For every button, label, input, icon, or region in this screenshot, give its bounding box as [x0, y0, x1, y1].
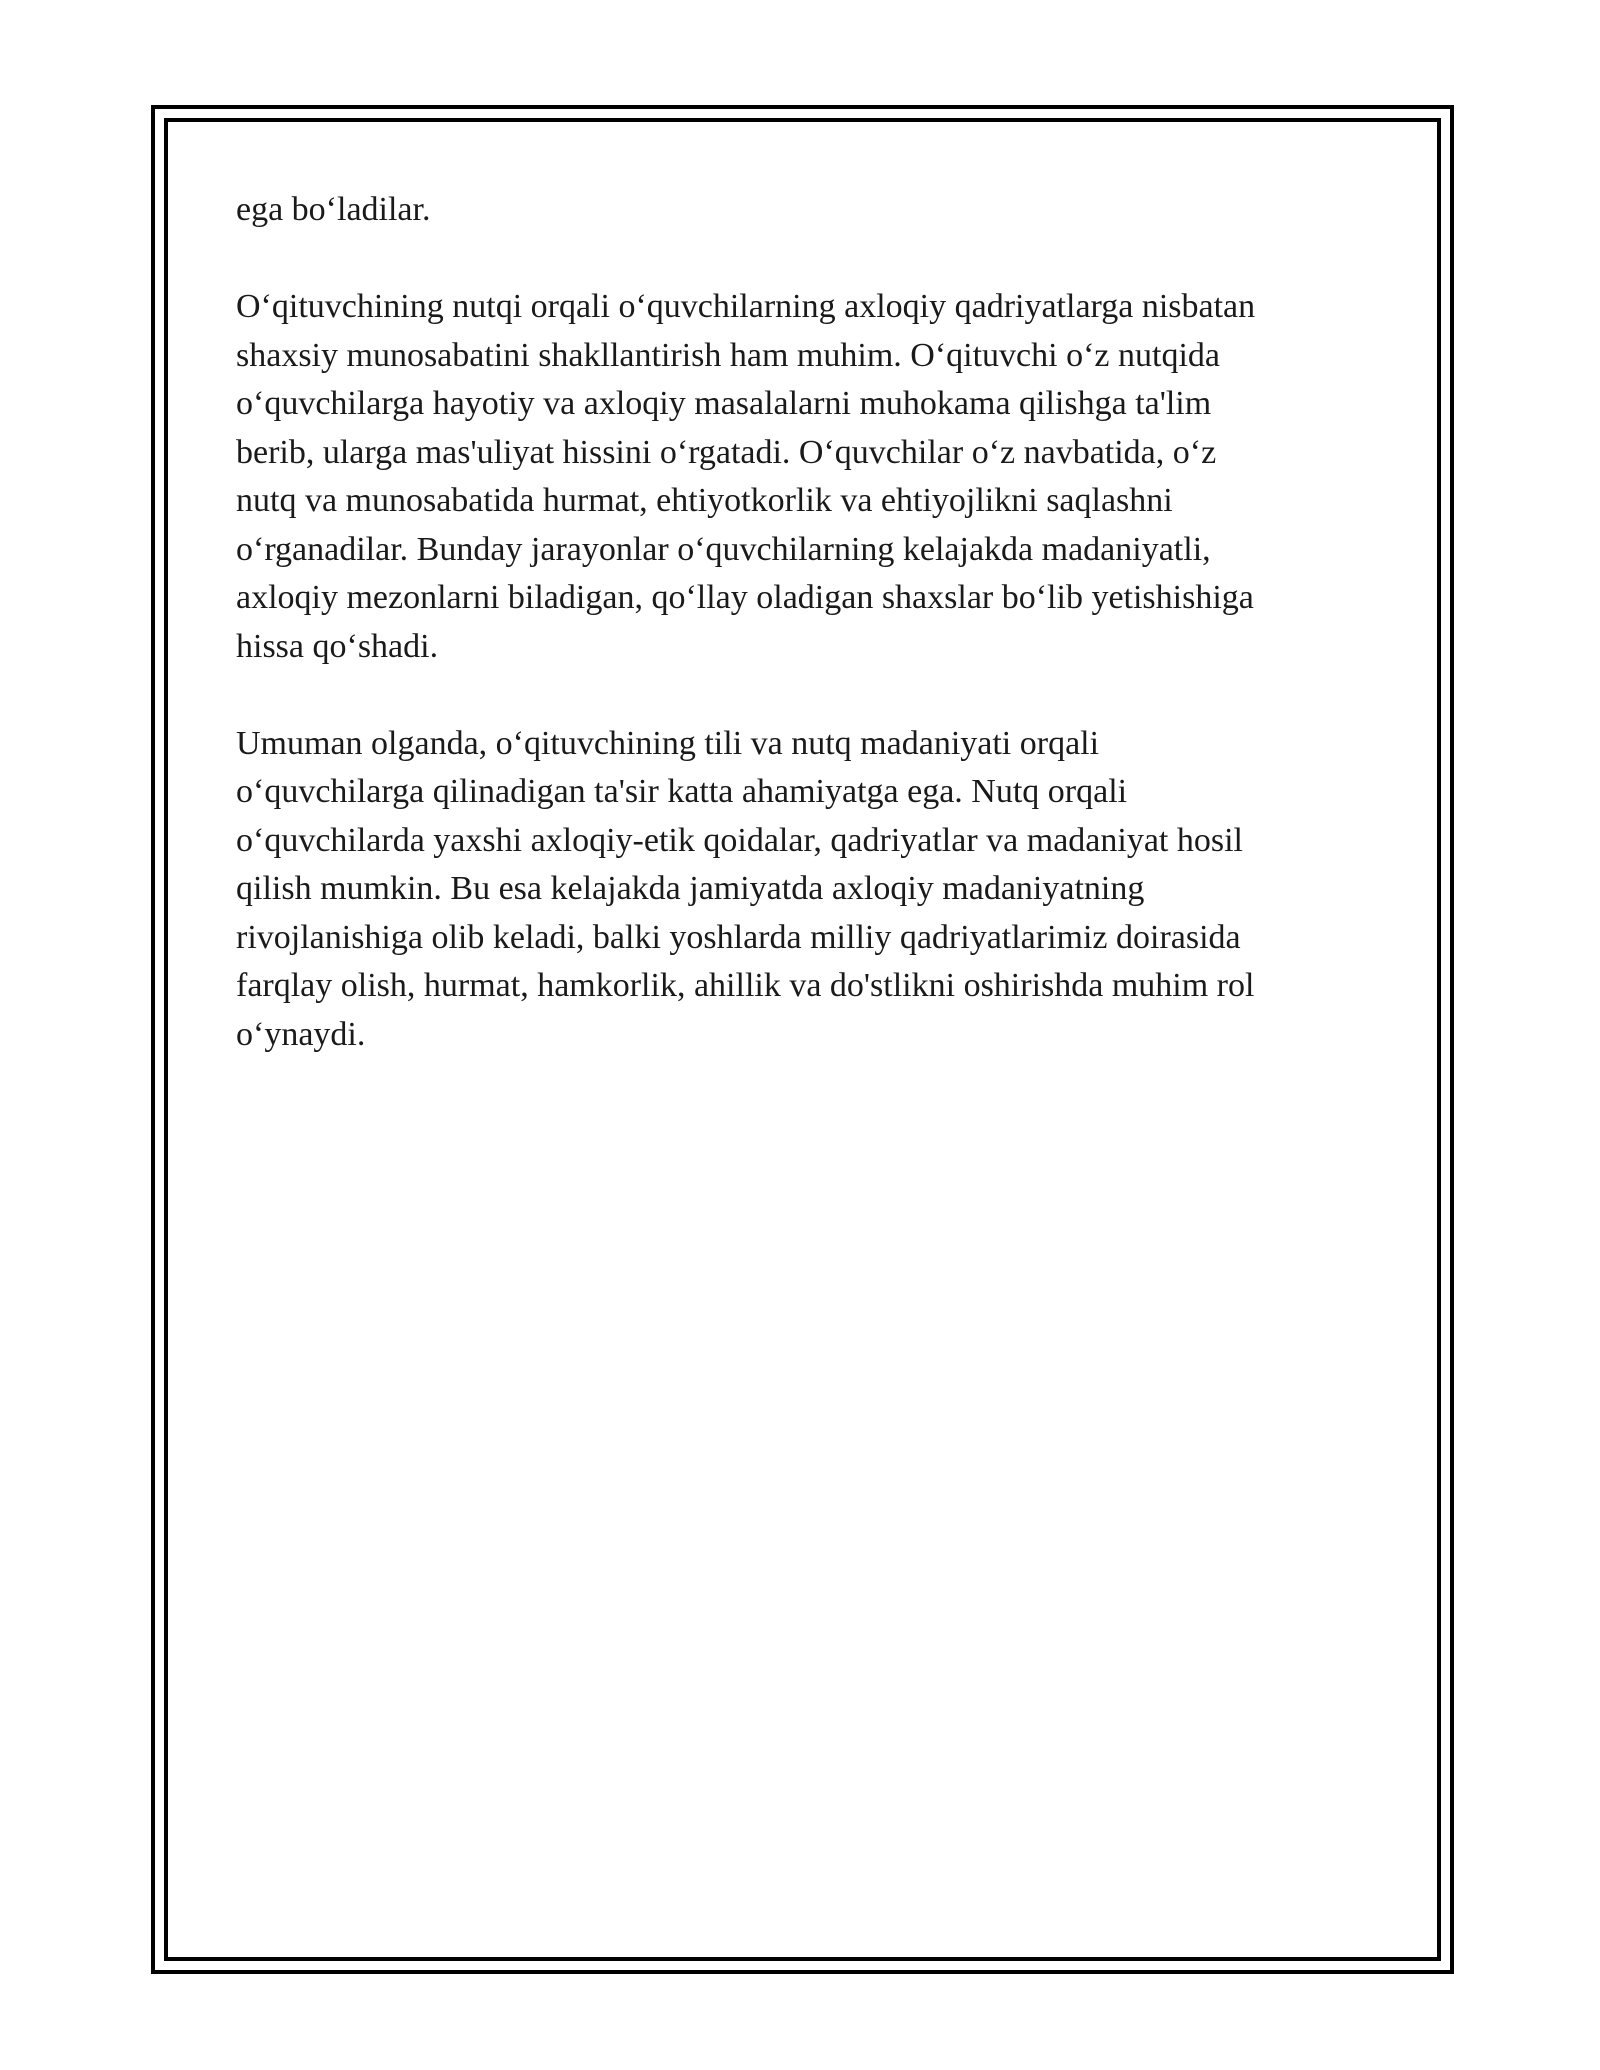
paragraph-continuation: ega bo‘ladilar.: [236, 191, 431, 228]
paragraph-conclusion: Umuman olganda, o‘qituvchining tili va nutq madaniyati orqali o‘quvchilarga qilinadigan ta'sir katta ahamiyatga ega. Nutq orqali o‘quvchilarda yaxshi axloqiy-etik qoidalar, qadriyatlar va madaniyat hosil qilish mumkin. Bu esa kelajakda jamiyatda axloqiy madaniyatning rivojlanishiga olib keladi, balki yoshlarda milliy qadriyatlarimiz doirasida farqlay olish, hurmat, hamkorlik, ahillik va do'stlikni oshirishda muhim rol o‘ynaydi.: [236, 724, 1255, 1053]
paragraph-teacher-speech: O‘qituvchining nutqi orqali o‘quvchilarning axloqiy qadriyatlarga nisbatan shaxsiy munosabatini shakllantirish ham muhim. O‘qituvchi o‘z nutqida o‘quvchilarga hayotiy va axloqiy masalalarni muhokama qilishga ta'lim berib, ularga mas'uliyat hissini o‘rgatadi. O‘quvchilar o‘z navbatida, o‘z nutq va munosabatida hurmat, ehtiyotkorlik va ehtiyojlikni saqlashni o‘rganadilar. Bunday jarayonlar o‘quvchilarning kelajakda madaniyatli, axloqiy mezonlarni biladigan, qo‘llay oladigan shaxslar bo‘lib yetishishiga hissa qo‘shadi.: [236, 288, 1256, 665]
document-body: [236, 186, 1346, 1108]
